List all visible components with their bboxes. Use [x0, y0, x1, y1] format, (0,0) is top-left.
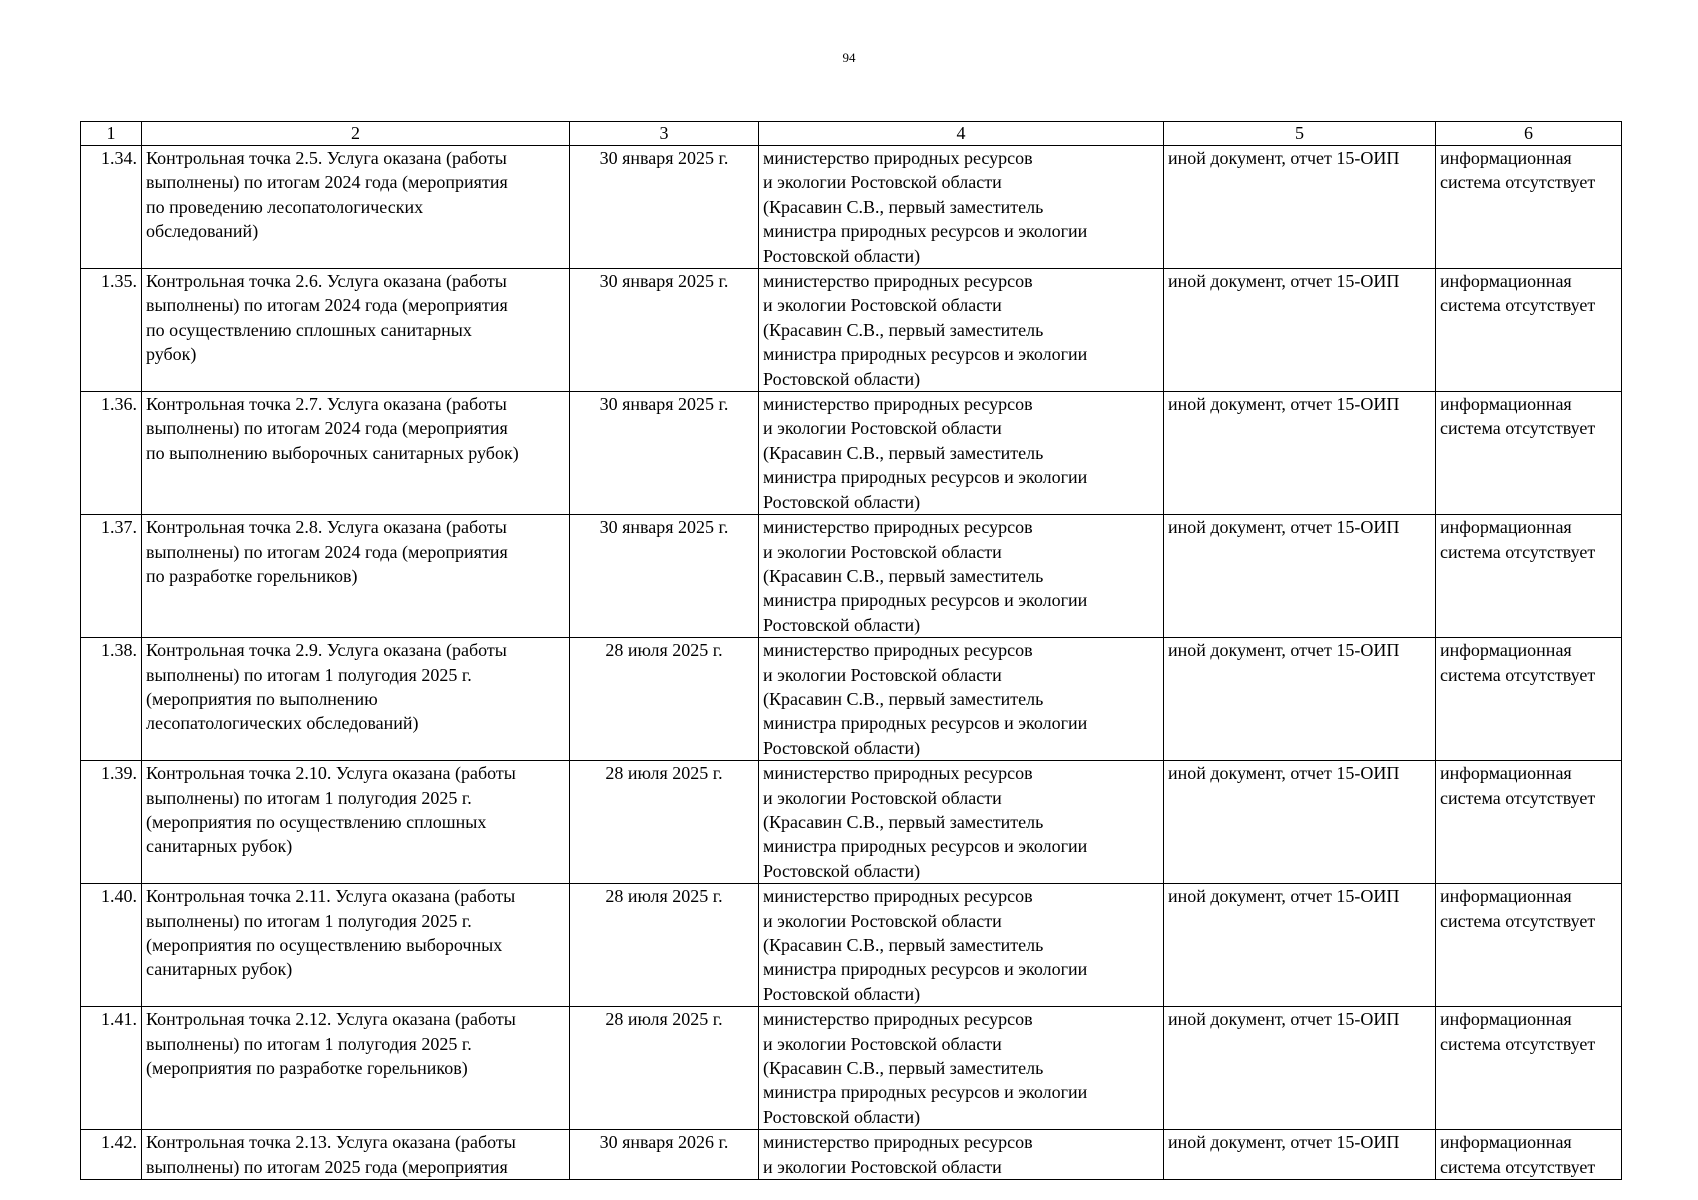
control-point-text-line: лесопатологических обследований) [146, 713, 419, 734]
control-point-cell [142, 638, 570, 761]
row-number: 1.36. [101, 394, 137, 415]
control-point-text-line: выполнены) по итогам 1 полугодия 2025 г. [146, 1033, 472, 1054]
responsible-text-line: Ростовской области) [763, 983, 921, 1004]
responsible-text-line: (Красавин С.В., первый заместитель [763, 196, 1044, 217]
deadline-date: 30 января 2026 г. [599, 1132, 729, 1153]
control-point-text-line: по разработке горельников) [146, 565, 358, 586]
responsible-cell [759, 392, 1164, 515]
responsible-text-line: Ростовской области) [763, 491, 921, 512]
date-cell [570, 638, 759, 761]
responsible-text-line: министерство природных ресурсов [763, 886, 1033, 907]
responsible-text-line: Ростовской области) [763, 245, 921, 266]
control-point-text-line: по проведению лесопатологических [146, 196, 424, 217]
date-cell [570, 515, 759, 638]
header-row [81, 122, 1622, 146]
control-point-text-line: по осуществлению сплошных санитарных [146, 319, 472, 340]
row-number-cell [81, 1007, 142, 1130]
responsible-cell [759, 1130, 1164, 1180]
row-number-cell [81, 392, 142, 515]
responsible-text-line: (Красавин С.В., первый заместитель [763, 319, 1044, 340]
responsible-text-line: министерство природных ресурсов [763, 394, 1033, 415]
document-cell [1164, 761, 1436, 884]
document-cell [1164, 1007, 1436, 1130]
control-point-text-line: (мероприятия по выполнению [146, 688, 378, 709]
document-type: иной документ, отчет 15-ОИП [1168, 394, 1400, 415]
column-header-4: 4 [759, 122, 1164, 146]
deadline-date: 30 января 2025 г. [599, 394, 729, 415]
control-point-text-line: выполнены) по итогам 2024 года (мероприятия [146, 418, 508, 439]
date-cell [570, 761, 759, 884]
table-row [81, 269, 1622, 392]
control-point-text-line: Контрольная точка 2.5. Услуга оказана (работы [146, 148, 507, 168]
responsible-text-line: (Красавин С.В., первый заместитель [763, 1058, 1044, 1079]
responsible-text-line: министра природных ресурсов и экологии [763, 467, 1088, 488]
table-body [81, 146, 1622, 1180]
responsible-text-line: (Красавин С.В., первый заместитель [763, 688, 1044, 709]
responsible-text-line: министра природных ресурсов и экологии [763, 590, 1088, 611]
row-number: 1.42. [101, 1132, 137, 1153]
control-point-cell [142, 515, 570, 638]
document-type: иной документ, отчет 15-ОИП [1168, 271, 1400, 292]
information-system-cell [1436, 1130, 1622, 1180]
table-row [81, 638, 1622, 761]
row-number-cell [81, 515, 142, 638]
responsible-text-line: и экологии Ростовской области [763, 1033, 1002, 1054]
responsible-text-line: министра природных ресурсов и экологии [763, 836, 1088, 857]
table-row [81, 1130, 1622, 1180]
date-cell [570, 1130, 759, 1180]
information-system-text-line: система отсутствует [1440, 1156, 1596, 1177]
control-point-cell [142, 761, 570, 884]
responsible-text-line: министерство природных ресурсов [763, 640, 1033, 661]
document-cell [1164, 146, 1436, 269]
information-system-cell [1436, 761, 1622, 884]
control-points-table [80, 121, 1622, 1180]
column-header-3: 3 [570, 122, 759, 146]
information-system-text-line: информационная [1440, 886, 1572, 907]
document-type: иной документ, отчет 15-ОИП [1168, 640, 1400, 661]
document-cell [1164, 638, 1436, 761]
control-point-text-line: Контрольная точка 2.11. Услуга оказана (работы [146, 886, 516, 907]
responsible-cell [759, 884, 1164, 1007]
responsible-text-line: и экологии Ростовской области [763, 787, 1002, 808]
responsible-text-line: и экологии Ростовской области [763, 910, 1002, 931]
control-point-text-line: (мероприятия по осуществлению сплошных [146, 811, 487, 832]
date-cell [570, 1007, 759, 1130]
responsible-text-line: и экологии Ростовской области [763, 295, 1002, 316]
deadline-date: 30 января 2025 г. [599, 271, 729, 292]
deadline-date: 28 июля 2025 г. [605, 886, 723, 907]
control-point-cell [142, 884, 570, 1007]
document-type: иной документ, отчет 15-ОИП [1168, 517, 1400, 538]
responsible-text-line: министра природных ресурсов и экологии [763, 1082, 1088, 1103]
information-system-text-line: информационная [1440, 394, 1572, 415]
table-row [81, 1007, 1622, 1130]
control-point-text-line: Контрольная точка 2.9. Услуга оказана (работы [146, 640, 507, 661]
document-cell [1164, 884, 1436, 1007]
document-type: иной документ, отчет 15-ОИП [1168, 1009, 1400, 1030]
control-point-text-line: выполнены) по итогам 2024 года (мероприятия [146, 172, 508, 193]
deadline-date: 28 июля 2025 г. [605, 640, 723, 661]
document-type: иной документ, отчет 15-ОИП [1168, 763, 1400, 784]
table-row [81, 761, 1622, 884]
responsible-text-line: Ростовской области) [763, 737, 921, 758]
information-system-text-line: информационная [1440, 148, 1572, 168]
responsible-cell [759, 761, 1164, 884]
control-point-text-line: выполнены) по итогам 1 полугодия 2025 г. [146, 787, 472, 808]
table-header [81, 122, 1622, 146]
deadline-date: 30 января 2025 г. [599, 148, 729, 168]
control-point-text-line: санитарных рубок) [146, 959, 293, 980]
responsible-text-line: и экологии Ростовской области [763, 664, 1002, 685]
control-point-text-line: выполнены) по итогам 2024 года (мероприятия [146, 541, 508, 562]
information-system-text-line: информационная [1440, 271, 1572, 292]
row-number: 1.41. [101, 1009, 137, 1030]
responsible-text-line: и экологии Ростовской области [763, 418, 1002, 439]
row-number-cell [81, 146, 142, 269]
responsible-text-line: министра природных ресурсов и экологии [763, 713, 1088, 734]
control-point-cell [142, 392, 570, 515]
control-point-cell [142, 1007, 570, 1130]
information-system-text-line: система отсутствует [1440, 172, 1596, 193]
responsible-text-line: Ростовской области) [763, 860, 921, 881]
information-system-cell [1436, 269, 1622, 392]
responsible-text-line: (Красавин С.В., первый заместитель [763, 811, 1044, 832]
information-system-text-line: система отсутствует [1440, 1033, 1596, 1054]
control-point-text-line: Контрольная точка 2.10. Услуга оказана (работы [146, 763, 516, 784]
control-point-text-line: выполнены) по итогам 1 полугодия 2025 г. [146, 910, 472, 931]
information-system-cell [1436, 392, 1622, 515]
control-point-text-line: выполнены) по итогам 1 полугодия 2025 г. [146, 664, 472, 685]
control-point-text-line: Контрольная точка 2.13. Услуга оказана (работы [146, 1132, 516, 1153]
responsible-text-line: Ростовской области) [763, 614, 921, 635]
information-system-text-line: информационная [1440, 763, 1572, 784]
column-header-6: 6 [1436, 122, 1622, 146]
responsible-cell [759, 269, 1164, 392]
information-system-cell [1436, 884, 1622, 1007]
deadline-date: 28 июля 2025 г. [605, 763, 723, 784]
information-system-text-line: информационная [1440, 640, 1572, 661]
responsible-text-line: министерство природных ресурсов [763, 763, 1033, 784]
document-type: иной документ, отчет 15-ОИП [1168, 886, 1400, 907]
responsible-text-line: министра природных ресурсов и экологии [763, 959, 1088, 980]
responsible-text-line: министерство природных ресурсов [763, 1009, 1033, 1030]
information-system-text-line: система отсутствует [1440, 541, 1596, 562]
column-header-2: 2 [142, 122, 570, 146]
control-point-cell [142, 1130, 570, 1180]
control-point-text-line: Контрольная точка 2.8. Услуга оказана (работы [146, 517, 507, 538]
responsible-text-line: (Красавин С.В., первый заместитель [763, 442, 1044, 463]
responsible-cell [759, 515, 1164, 638]
responsible-cell [759, 638, 1164, 761]
date-cell [570, 884, 759, 1007]
date-cell [570, 146, 759, 269]
control-point-text-line: выполнены) по итогам 2025 года (мероприятия [146, 1156, 508, 1177]
control-point-text-line: Контрольная точка 2.12. Услуга оказана (работы [146, 1009, 516, 1030]
row-number-cell [81, 269, 142, 392]
information-system-text-line: информационная [1440, 1009, 1572, 1030]
page-number: 94 [842, 50, 856, 65]
control-point-text-line: по выполнению выборочных санитарных рубок) [146, 442, 519, 463]
column-header-1: 1 [81, 122, 142, 146]
control-point-cell [142, 269, 570, 392]
row-number-cell [81, 638, 142, 761]
document-cell [1164, 392, 1436, 515]
table-row [81, 515, 1622, 638]
control-point-text-line: (мероприятия по разработке горельников) [146, 1058, 468, 1079]
document-cell [1164, 269, 1436, 392]
responsible-text-line: министра природных ресурсов и экологии [763, 344, 1088, 365]
table-row [81, 392, 1622, 515]
information-system-text-line: информационная [1440, 1132, 1572, 1153]
row-number-cell [81, 1130, 142, 1180]
information-system-text-line: система отсутствует [1440, 418, 1596, 439]
responsible-text-line: министерство природных ресурсов [763, 517, 1033, 538]
deadline-date: 28 июля 2025 г. [605, 1009, 723, 1030]
row-number: 1.35. [101, 271, 137, 292]
row-number-cell [81, 884, 142, 1007]
document-type: иной документ, отчет 15-ОИП [1168, 148, 1400, 168]
information-system-cell [1436, 638, 1622, 761]
row-number: 1.38. [101, 640, 137, 661]
responsible-text-line: министра природных ресурсов и экологии [763, 221, 1088, 242]
information-system-text-line: система отсутствует [1440, 664, 1596, 685]
control-point-text-line: Контрольная точка 2.6. Услуга оказана (работы [146, 271, 507, 292]
deadline-date: 30 января 2025 г. [599, 517, 729, 538]
responsible-text-line: Ростовской области) [763, 368, 921, 389]
responsible-text-line: министерство природных ресурсов [763, 271, 1033, 292]
responsible-text-line: и экологии Ростовской области [763, 172, 1002, 193]
row-number: 1.40. [101, 886, 137, 907]
table-row [81, 146, 1622, 269]
responsible-text-line: министерство природных ресурсов [763, 1132, 1033, 1153]
information-system-cell [1436, 146, 1622, 269]
control-point-text-line: (мероприятия по осуществлению выборочных [146, 935, 503, 955]
document-type: иной документ, отчет 15-ОИП [1168, 1132, 1400, 1153]
information-system-text-line: система отсутствует [1440, 295, 1596, 316]
control-point-text-line: рубок) [146, 344, 197, 365]
responsible-cell [759, 146, 1164, 269]
responsible-cell [759, 1007, 1164, 1130]
responsible-text-line: (Красавин С.В., первый заместитель [763, 565, 1044, 586]
date-cell [570, 392, 759, 515]
control-point-text-line: санитарных рубок) [146, 836, 293, 857]
responsible-text-line: министерство природных ресурсов [763, 148, 1033, 168]
control-point-text-line: выполнены) по итогам 2024 года (мероприятия [146, 295, 508, 316]
responsible-text-line: и экологии Ростовской области [763, 1156, 1002, 1177]
document-cell [1164, 515, 1436, 638]
table-row [81, 884, 1622, 1007]
control-point-text-line: обследований) [146, 221, 259, 242]
column-header-5: 5 [1164, 122, 1436, 146]
control-point-text-line: Контрольная точка 2.7. Услуга оказана (работы [146, 394, 507, 415]
date-cell [570, 269, 759, 392]
responsible-text-line: Ростовской области) [763, 1106, 921, 1127]
information-system-cell [1436, 515, 1622, 638]
row-number: 1.37. [101, 517, 137, 538]
information-system-text-line: информационная [1440, 517, 1572, 538]
row-number: 1.34. [101, 148, 137, 168]
control-point-cell [142, 146, 570, 269]
document-cell [1164, 1130, 1436, 1180]
row-number-cell [81, 761, 142, 884]
row-number: 1.39. [101, 763, 137, 784]
responsible-text-line: и экологии Ростовской области [763, 541, 1002, 562]
information-system-text-line: система отсутствует [1440, 910, 1596, 931]
information-system-cell [1436, 1007, 1622, 1130]
responsible-text-line: (Красавин С.В., первый заместитель [763, 935, 1044, 955]
information-system-text-line: система отсутствует [1440, 787, 1596, 808]
